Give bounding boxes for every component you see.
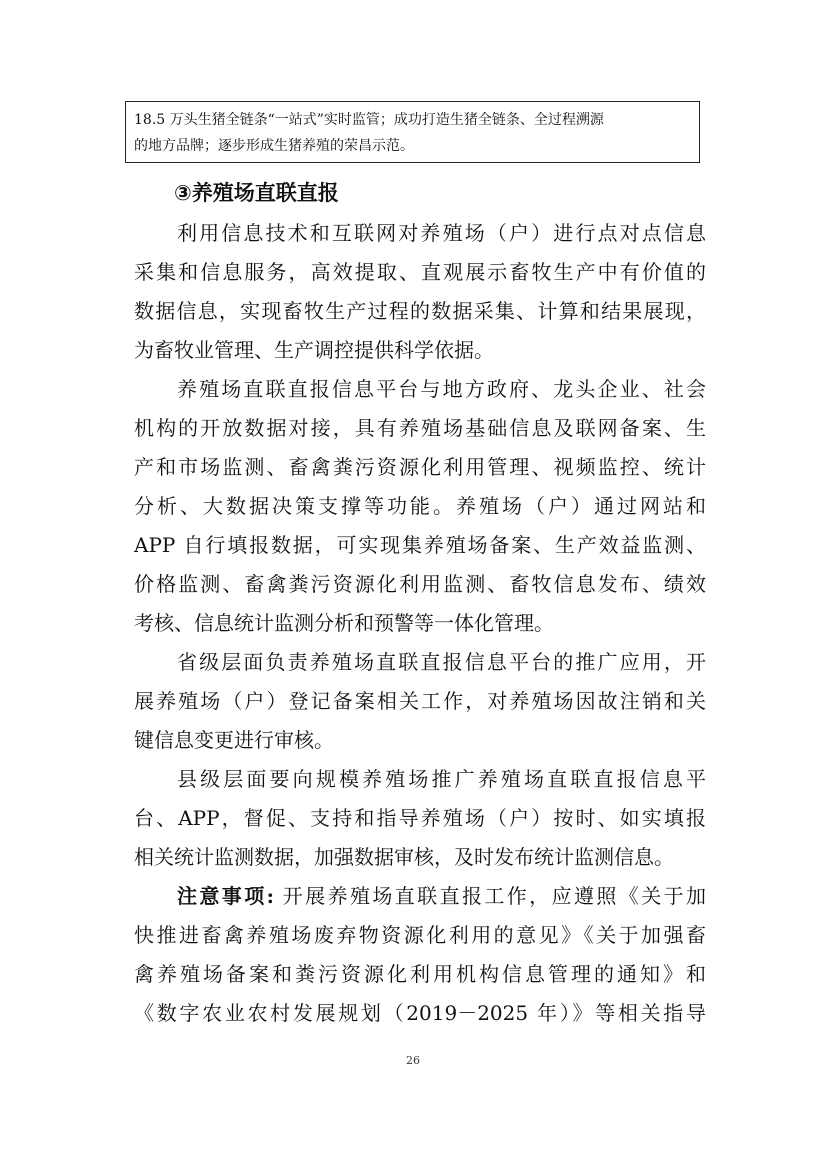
text-line: 产和市场监测、畜禽粪污资源化利用管理、视频监控、统计 (134, 455, 706, 479)
text-line: 数据信息，实现畜牧生产过程的数据采集、计算和结果展现， (134, 299, 706, 323)
case-box (125, 101, 700, 163)
text-line: 采集和信息服务，高效提取、直观展示畜牧生产中有价值的 (134, 260, 706, 284)
text-line: 键信息变更进行审核。 (134, 728, 334, 752)
body-text (134, 214, 706, 1033)
text-line: 快推进畜禽养殖场废弃物资源化利用的意见》《关于加强畜 (134, 923, 706, 947)
text-line: 利用信息技术和互联网对养殖场（户）进行点对点信息 (177, 221, 706, 245)
paragraph-4 (134, 760, 706, 877)
text-line: 展养殖场（户）登记备案相关工作，对养殖场因故注销和关 (134, 689, 706, 713)
paragraph-2 (134, 370, 706, 643)
page-number: 26 (406, 1054, 420, 1067)
text-line: 分析、大数据决策支撑等功能。养殖场（户）通过网站和 (134, 494, 706, 518)
notes-paragraph (134, 877, 706, 1033)
text-line: 价格监测、畜禽粪污资源化利用监测、畜牧信息发布、绩效 (134, 572, 706, 596)
notes-first-line: 开展养殖场直联直报工作，应遵照《关于加 (274, 884, 706, 908)
text-line: 台、APP，督促、支持和指导养殖场（户）按时、如实填报 (134, 806, 706, 830)
case-box-line-2: 的地方品牌；逐步形成生猪养殖的荣昌示范。 (134, 138, 414, 154)
section-heading: ③养殖场直联直报 (174, 181, 339, 205)
text-line: 省级层面负责养殖场直联直报信息平台的推广应用，开 (177, 650, 706, 674)
text-line: 县级层面要向规模养殖场推广养殖场直联直报信息平 (177, 767, 706, 791)
text-line: 禽养殖场备案和粪污资源化利用机构信息管理的通知》和 (134, 962, 706, 986)
text-line: APP 自行填报数据，可实现集养殖场备案、生产效益监测、 (134, 533, 706, 557)
text-line: 相关统计监测数据，加强数据审核，及时发布统计监测信息。 (134, 845, 674, 869)
case-box-line-1: 18.5 万头生猪全链条“一站式”实时监管；成功打造生猪全链条、全过程溯源 (134, 112, 604, 128)
paragraph-1 (134, 214, 706, 370)
text-line: 考核、信息统计监测分析和预警等一体化管理。 (134, 611, 554, 635)
notes-label: 注意事项: (177, 884, 274, 908)
text-line: 养殖场直联直报信息平台与地方政府、龙头企业、社会 (177, 377, 706, 401)
text-line (134, 877, 706, 916)
text-line: 为畜牧业管理、生产调控提供科学依据。 (134, 338, 494, 362)
text-line: 《数字农业农村发展规划（2019－2025 年）》等相关指导 (134, 1001, 706, 1025)
text-line: 机构的开放数据对接，具有养殖场基础信息及联网备案、生 (134, 416, 706, 440)
paragraph-3 (134, 643, 706, 760)
